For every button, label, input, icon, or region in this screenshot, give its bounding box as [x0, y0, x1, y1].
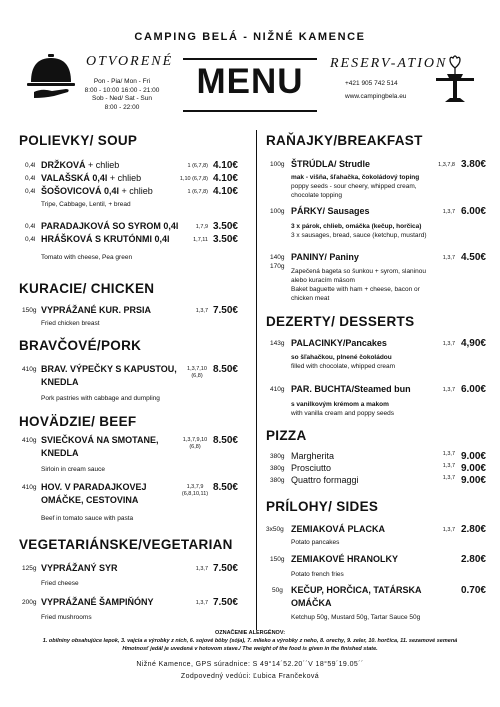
- phone[interactable]: +421 905 742 514: [345, 80, 398, 87]
- address: Nižné Kamence, GPS súradnice: S 49°14´52.20´´V 18°59´19.05´´: [136, 661, 364, 668]
- section-beef-title: HOVÄDZIE/ BEEF: [19, 414, 137, 429]
- item-quantity: 0,4l: [25, 162, 36, 169]
- item-allergens: 1,3,7: [442, 463, 455, 469]
- column-divider: [256, 130, 257, 630]
- item-quantity: 140g: [270, 254, 285, 261]
- table-icon: [433, 52, 477, 104]
- open-hours-label: OTVORENÉ: [86, 54, 174, 69]
- item-allergens: 1,3,7: [442, 209, 455, 215]
- section-chicken-title: KURACIE/ CHICKEN: [19, 281, 155, 296]
- item-price: 3.50€: [212, 221, 238, 232]
- item-name: ŠTRÚDLA/ Strudle: [291, 159, 371, 169]
- item-name: HOV. V PARADAJKOVEJ: [41, 482, 147, 492]
- item-quantity: 0,4l: [25, 175, 36, 182]
- section-soup-title: POLIEVKY/ SOUP: [19, 133, 138, 148]
- item-quantity: 143g: [270, 340, 285, 347]
- item-name: PALACINKY/Pancakes: [291, 338, 387, 348]
- item-description: Beef in tomato sauce with pasta: [41, 515, 134, 522]
- item-description: Fried mushrooms: [41, 614, 92, 621]
- item-allergens: 1,3,7: [442, 527, 455, 533]
- item-name: KEČUP, HORČICA, TATÁRSKA: [291, 585, 422, 595]
- item-description: Pork pastries with cabbage and dumpling: [41, 395, 160, 402]
- item-description: Zapečená bageta so šunkou + syrom, slaninou: [291, 268, 426, 275]
- item-description: Sirloin in cream sauce: [41, 466, 105, 473]
- item-allergens: 1,3,7: [442, 255, 455, 261]
- item-quantity: 125g: [22, 565, 37, 572]
- item-description: 3 x párok, chlieb, omáčka (kečup, horčica): [291, 223, 422, 230]
- item-name-line2: OMÁČKA: [291, 598, 332, 608]
- item-quantity: 3x50g: [266, 526, 284, 533]
- item-description: alebo kuracím mäsom: [291, 277, 355, 284]
- item-price: 8.50€: [212, 364, 238, 375]
- menu-bottom-rule: [183, 110, 317, 112]
- item-price: 4.10€: [212, 160, 238, 171]
- item-description: mak - višňa, šľahačka, čokoládový toping: [291, 174, 420, 181]
- opening-hours: [74, 78, 170, 112]
- item-price: 3.80€: [460, 159, 486, 170]
- item-name: Prosciutto: [291, 463, 332, 473]
- website-link[interactable]: www.campingbela.eu: [345, 93, 407, 100]
- item-quantity: 410g: [270, 386, 285, 393]
- item-name: SVIEČKOVÁ NA SMOTANE,: [41, 435, 159, 445]
- item-allergens: 1,3,7: [442, 451, 455, 457]
- item-quantity: 170g: [270, 263, 285, 270]
- weight-note: Hmotnosť jedál je uvedená v hotovom stave./ The weight of the food is given in the finished state.: [122, 646, 378, 652]
- item-name: ZEMIAKOVÁ PLACKA: [291, 524, 385, 534]
- item-name: VYPRÁŽANÉ ŠAMPIŇÓNY: [41, 597, 154, 607]
- section-pizza-title: PIZZA: [266, 428, 307, 443]
- item-name-line2: KNEDLA: [41, 377, 79, 387]
- menu-heading: MENU: [196, 62, 304, 101]
- item-price: 7.50€: [212, 305, 238, 316]
- item-name: Quattro formaggi: [291, 475, 359, 485]
- item-quantity: 410g: [22, 437, 37, 444]
- item-price: 8.50€: [212, 435, 238, 446]
- item-quantity: 100g: [270, 161, 285, 168]
- item-quantity: 380g: [270, 453, 285, 460]
- item-name-line2: OMÁČKE, CESTOVINA: [41, 495, 139, 505]
- hours-line: Pon - Pia/ Mon - Fri: [93, 78, 151, 85]
- item-price: 2.80€: [460, 554, 486, 565]
- item-price: 2.80€: [460, 524, 486, 535]
- item-name: PANINY/ Paniny: [291, 252, 359, 262]
- item-name: HRÁŠKOVÁ S KRUTÓNMI 0,4l: [41, 234, 170, 244]
- item-quantity: 380g: [270, 477, 285, 484]
- item-allergens: 1 (6,7,8): [187, 163, 208, 169]
- item-description: filled with chocolate, whipped cream: [291, 363, 396, 370]
- item-name: PARADAJKOVÁ SO SYROM 0,4l: [41, 221, 179, 231]
- item-quantity: 410g: [22, 366, 37, 373]
- menu-top-rule: [183, 58, 317, 60]
- item-price: 9.00€: [460, 451, 486, 462]
- section-desserts-title: DEZERTY/ DESSERTS: [266, 314, 415, 329]
- item-price: 7.50€: [212, 597, 238, 608]
- item-description: Potato french fries: [291, 571, 344, 578]
- item-quantity: 150g: [22, 307, 37, 314]
- item-price: 4,90€: [460, 338, 486, 349]
- item-description: Potato pancakes: [291, 539, 340, 546]
- item-quantity: 100g: [270, 208, 285, 215]
- item-price: 8.50€: [212, 482, 238, 493]
- manager: Zodpovedný vedúci: Ľubica Frančeková: [180, 673, 320, 680]
- item-quantity: 0,4l: [25, 236, 36, 243]
- item-description: chocolate topping: [291, 192, 342, 199]
- item-name: ZEMIAKOVÉ HRANOLKY: [291, 554, 399, 564]
- item-name: PAR. BUCHTA/Steamed bun: [291, 384, 411, 394]
- item-quantity: 0,4l: [25, 188, 36, 195]
- item-description: Fried chicken breast: [41, 320, 100, 327]
- item-name: Margherita: [291, 451, 335, 461]
- item-price: 6.00€: [460, 384, 486, 395]
- item-name: DRŽKOVÁ + chlieb: [41, 160, 120, 170]
- item-quantity: 200g: [22, 599, 37, 606]
- item-description: chicken meat: [291, 295, 330, 302]
- section-pork-title: BRAVČOVÉ/PORK: [19, 338, 142, 353]
- section-breakfast-title: RAŇAJKY/BREAKFAST: [266, 133, 423, 148]
- item-quantity: 0,4l: [25, 223, 36, 230]
- item-description: 3 x sausages, bread, sauce (ketchup, mustard): [291, 232, 427, 239]
- item-description: Baket baguette with ham + cheese, bacon or: [291, 286, 420, 293]
- item-price: 4.50€: [460, 252, 486, 263]
- item-allergens: 1,3,7,9,10 (6,8): [182, 437, 208, 450]
- item-description: so šľahačkou, plnené čokoládou: [291, 354, 392, 361]
- item-allergens: 1,10 (6,7,8): [179, 176, 208, 182]
- item-allergens: 1,7,11: [193, 237, 208, 243]
- item-allergens: 1,3,7,9 (6,8,10,11): [181, 484, 209, 497]
- item-quantity: 380g: [270, 465, 285, 472]
- allergen-title: OZNAČENIE ALERGÉNOV:: [214, 630, 286, 636]
- cloche-icon: [26, 52, 76, 104]
- item-allergens: 1,3,7: [195, 566, 208, 572]
- item-name: VALAŠSKÁ 0,4l + chlieb: [41, 173, 142, 183]
- item-price: 4.10€: [212, 173, 238, 184]
- item-price: 7.50€: [212, 563, 238, 574]
- item-price: 4.10€: [212, 186, 238, 197]
- item-allergens: 1,3,7,10 (6,8): [187, 366, 207, 379]
- item-allergens: 1,3,7: [442, 387, 455, 393]
- item-allergens: 1 (6,7,8): [187, 189, 208, 195]
- reservation-label: RESERV-ATION: [330, 56, 448, 71]
- item-description: with vanilla cream and poppy seeds: [291, 410, 394, 417]
- item-name: BRAV. VÝPEČKY S KAPUSTOU,: [41, 364, 177, 374]
- section-sides-title: PRÍLOHY/ SIDES: [266, 499, 379, 514]
- item-price: 0.70€: [460, 585, 486, 596]
- item-description: Tomato with cheese, Pea green: [41, 254, 133, 261]
- item-allergens: 1,3,7,8: [438, 162, 455, 168]
- item-quantity: 150g: [270, 556, 285, 563]
- item-quantity: 410g: [22, 484, 37, 491]
- hours-line: 8:00 - 22:00: [104, 103, 140, 111]
- item-price: 9.00€: [460, 463, 486, 474]
- item-description: Tripe, Cabbage, Lentil, + bread: [41, 201, 131, 208]
- item-description: Ketchup 50g, Mustard 50g, Tartar Sauce 50g: [291, 614, 421, 621]
- page-title: CAMPING BELÁ - NIŽNÉ KAMENCE: [134, 31, 366, 43]
- item-description: poppy seeds - sour cheery, whipped cream,: [291, 183, 417, 190]
- item-allergens: 1,3,7: [442, 475, 455, 481]
- item-price: 6.00€: [460, 206, 486, 217]
- item-description: Fried cheese: [41, 580, 79, 587]
- item-name: PÁRKY/ Sausages: [291, 206, 370, 216]
- item-name-line2: KNEDLA: [41, 448, 79, 458]
- item-allergens: 1,3,7: [195, 308, 208, 314]
- allergen-list: 1. obilniny obsahujúce lepok, 3. vajcia a výrobky z nich, 6. sojové bôby (sója), 7. mlieko a výrobky z neho, 8. orechy, 9. zeler, 10. horčica, 11. sezamové semená: [42, 638, 458, 644]
- item-allergens: 1,3,7: [195, 600, 208, 606]
- item-allergens: 1,3,7: [442, 341, 455, 347]
- item-price: 9.00€: [460, 475, 486, 486]
- item-name: ŠOŠOVICOVÁ 0,4l + chlieb: [41, 186, 153, 196]
- item-quantity: 50g: [272, 587, 283, 594]
- hours-line: Sob - Ned/ Sat - Sun: [92, 95, 152, 102]
- section-vegetarian-title: VEGETARIÁNSKE/VEGETARIAN: [19, 537, 233, 552]
- item-name: VYPRÁŽANÉ KUR. PRSIA: [41, 305, 152, 315]
- item-allergens: 1,7,9: [195, 224, 208, 230]
- hours-line: 8:00 - 10:00 16:00 - 21:00: [84, 86, 160, 94]
- item-name: VYPRÁŽANÝ SYR: [41, 563, 118, 573]
- item-price: 3.50€: [212, 234, 238, 245]
- item-description: s vanilkovým krémom a makom: [291, 401, 389, 408]
